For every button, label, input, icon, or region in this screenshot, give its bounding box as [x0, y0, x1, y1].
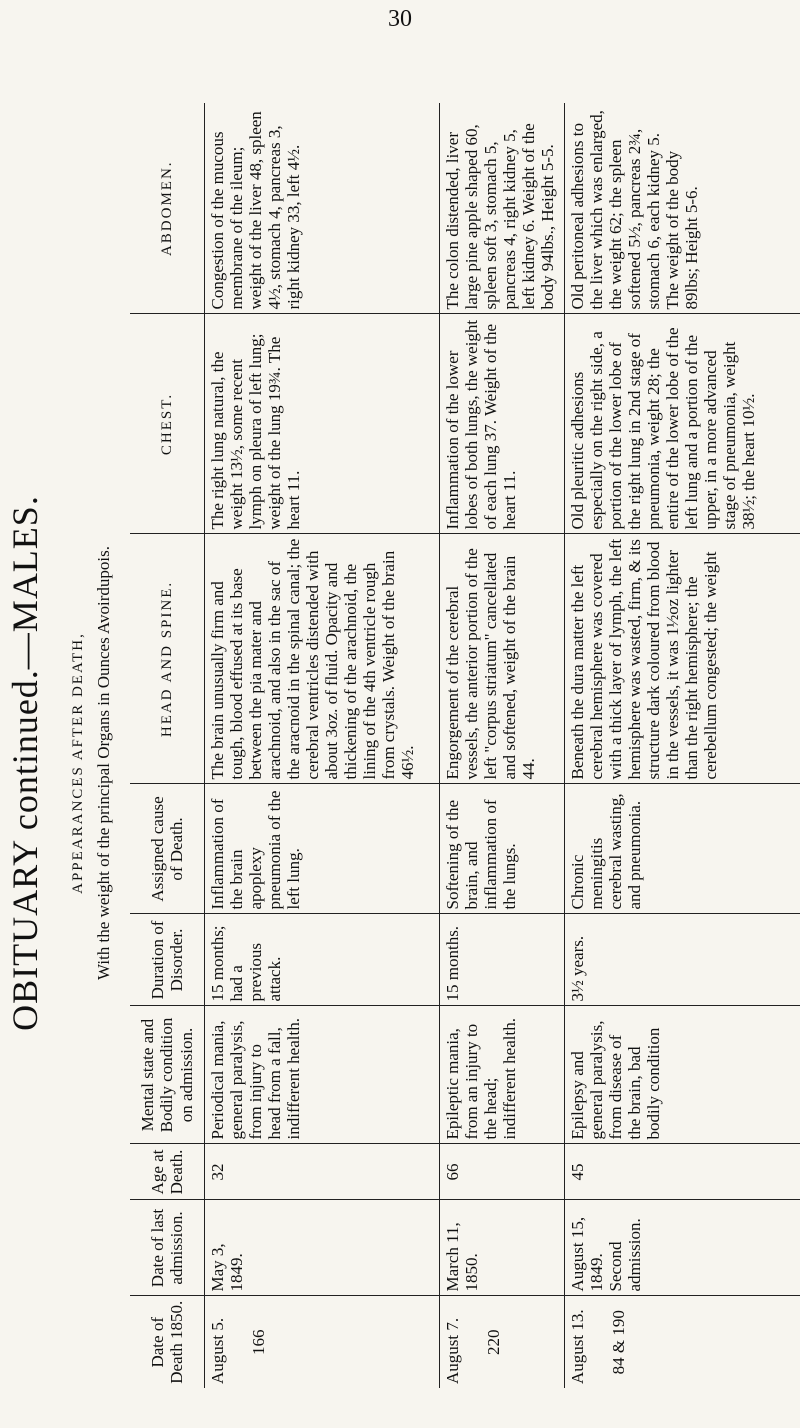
- chest: The right lung natural, the weight 13½, some recent lymph on pleura of left lung; weight of the lung 19¾. The heart 11.: [205, 314, 440, 534]
- header-abdomen: ABDOMEN.: [130, 103, 205, 314]
- date-of-death-cell: [205, 1296, 440, 1388]
- abdomen: The colon distended, liver large pine apple shaped 60, spleen soft 3, stomach 5, pancreas 4, right kidney 5, left kidney 6. Weight of the body 94lbs., Height 5-5.: [440, 103, 565, 314]
- chest: Inflammation of the lower lobes of both lungs, the weight of each lung 37. Weight of the heart 11.: [440, 314, 565, 534]
- age: 32: [205, 1144, 440, 1200]
- age: 45: [565, 1144, 800, 1200]
- running-title: OBITUARY continued.—MALES.: [5, 495, 45, 1031]
- cause-of-death: Chronic meningitis cerebral wasting, and pneumonia.: [565, 784, 800, 914]
- date-of-admission: May 3, 1849.: [205, 1200, 440, 1296]
- date-of-death: August 5.: [208, 1317, 227, 1384]
- abdomen: Congestion of the mucous membrane of the ileum; weight of the liver 48, spleen 4½, stomach 4, pancreas 3, right kidney 33, left 4½.: [205, 103, 440, 314]
- mental-state: Periodical mania, general paralysis, from injury to head from a fall, indifferent health.: [205, 1006, 440, 1144]
- caption-subheading: With the weight of the principal Organs in Ounces Avoirdupois.: [94, 546, 113, 980]
- header-cause: Assigned cause of Death.: [130, 784, 205, 914]
- age: 66: [440, 1144, 565, 1200]
- date-of-death-cell: [440, 1296, 565, 1388]
- header-chest: CHEST.: [130, 314, 205, 534]
- chest: Old pleuritic adhesions especially on the right side, a portion of the lower lobe of the right lung in 2nd stage of pneumonia, weight 28; the entire of the lower lobe of the left lung and a portion of the upper, in a more advanced stage of pneumonia, weight 38½; the heart 10½.: [565, 314, 800, 534]
- header-date-of-death: Date of Death 1850.: [130, 1296, 205, 1388]
- cause-of-death: Softening of the brain, and inflammation of the lungs.: [440, 784, 565, 914]
- abdomen: Old peritoneal adhesions to the liver which was enlarged, the weight 62; the spleen softened 5½, pancreas 2¾, stomach 6, each kidney 5. The weight of the body 89lbs; Height 5-6.: [565, 103, 800, 314]
- date-of-death-cell: [565, 1296, 800, 1388]
- date-of-death: August 7.: [443, 1317, 462, 1384]
- case-number: 166: [249, 1329, 269, 1355]
- rotated-table-page: [0, 98, 790, 1428]
- date-of-admission: August 15, 1849. Second admission.: [565, 1200, 800, 1296]
- header-date-of-admission: Date of last admission.: [130, 1200, 205, 1296]
- table-row: [565, 103, 800, 1388]
- header-row: [130, 103, 205, 1388]
- duration: 15 months; had a previous attack.: [205, 914, 440, 1006]
- duration: 15 months.: [440, 914, 565, 1006]
- head-and-spine: Engorgement of the cerebral vessels, the anterior portion of the left "corpus striatum" cancellated and softened, weight of the brain 44.: [440, 534, 565, 784]
- table-row: [440, 103, 565, 1388]
- page-number: 30: [388, 6, 412, 32]
- date-of-death: August 13.: [568, 1309, 587, 1384]
- date-of-admission: March 11, 1850.: [440, 1200, 565, 1296]
- header-age: Age at Death.: [130, 1144, 205, 1200]
- mental-state: Epileptic mania, from an injury to the head; indifferent health.: [440, 1006, 565, 1144]
- cause-of-death: Inflammation of the brain apoplexy pneumonia of the left lung.: [205, 784, 440, 914]
- duration: 3½ years.: [565, 914, 800, 1006]
- header-mental-state: Mental state and Bodily condition on admission.: [130, 1006, 205, 1144]
- obituary-table: [130, 103, 800, 1388]
- mental-state: Epilepsy and general paralysis, from disease of the brain, bad bodily condition: [565, 1006, 800, 1144]
- caption-heading: APPEARANCES AFTER DEATH,: [70, 632, 86, 894]
- head-and-spine: Beneath the dura matter the left cerebral hemisphere was covered with a thick layer of lymph, the left hemisphere was wasted, firm, & its structure dark coloured from blood in the vessels, it was 1½oz lighter than the right hemisphere; the cerebellum congested; the weight: [565, 534, 800, 784]
- header-head-and-spine: HEAD AND SPINE.: [130, 534, 205, 784]
- header-duration: Duration of Disorder.: [130, 914, 205, 1006]
- head-and-spine: The brain unusually firm and tough, blood effused at its base between the pia mater and arachnoid, and also in the sac of the aracnoid in the spinal canal; the cerebral ventricles distended with about 3oz. of fluid. Opacity and thickening of the arachnoid, the lining of the 4th ventricle rough from crystals. Weight of the brain 46½.: [205, 534, 440, 784]
- case-number: 84 & 190: [609, 1310, 629, 1375]
- case-number: 220: [484, 1329, 504, 1355]
- table-row: [205, 103, 440, 1388]
